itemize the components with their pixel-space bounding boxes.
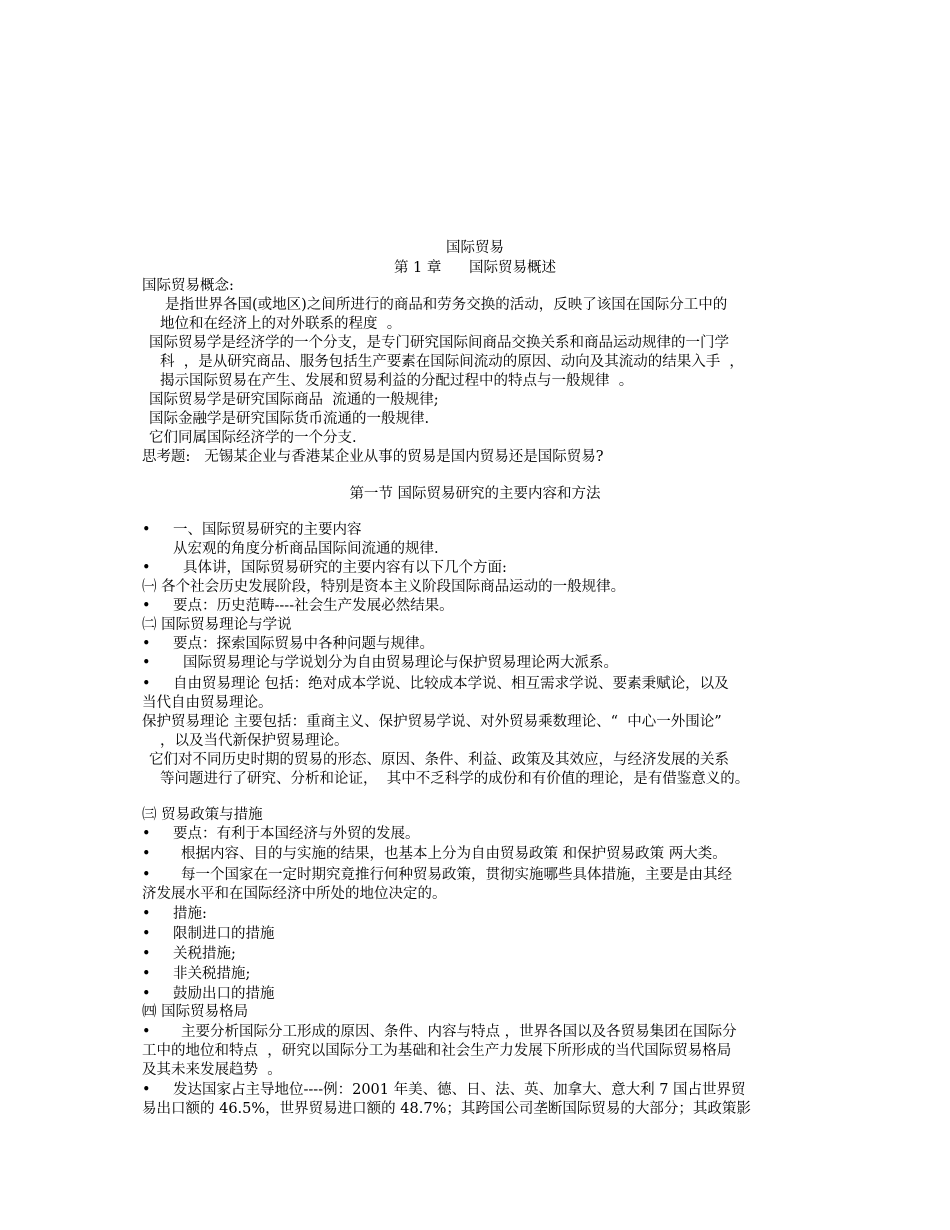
bullet-marker: •	[142, 926, 151, 942]
chapter-heading: 第 1 章 国际贸易概述	[393, 260, 557, 276]
part-2-point-2: 国际贸易理论与学说划分为自由贸易理论与保护贸易理论两大派系。	[183, 655, 618, 671]
bullet-marker: •	[142, 946, 151, 962]
part-4-point-2-line-1: 发达国家占主导地位----例：2001 年美、德、日、法、英、加拿大、意大利 7 国占世界贸	[173, 1082, 746, 1098]
bullet-marker: •	[142, 636, 151, 652]
s1-item-specifics: 具体讲，国际贸易研究的主要内容有以下几个方面:	[183, 560, 507, 576]
part-4-point-1-line-3: 及其未来发展趋势 。	[142, 1062, 282, 1078]
bullet-marker: •	[142, 906, 151, 922]
bullet-marker: •	[142, 966, 151, 982]
part-3-measure-3: 非关税措施;	[173, 966, 251, 982]
s1-item-main-content-sub: 从宏观的角度分析商品国际间流通的规律.	[173, 541, 439, 557]
bullet-marker: •	[142, 1024, 151, 1040]
part-4-point-2-line-2: 易出口额的 46.5%，世界贸易进口额的 48.7%；其跨国公司垄断国际贸易的大部分；其政策影	[142, 1101, 751, 1117]
section-1-title: 第一节 国际贸易研究的主要内容和方法	[349, 486, 601, 502]
part-2-protect-trade-line-1: 保护贸易理论 主要包括：重商主义、保护贸易学说、对外贸易乘数理论、“ 中心一外围论”	[142, 714, 722, 730]
document-title: 国际贸易	[446, 240, 504, 256]
trade-law-line: 国际贸易学是研究国际商品 流通的一般规律;	[149, 392, 439, 408]
bullet-marker: •	[142, 846, 151, 862]
same-branch-line: 它们同属国际经济学的一个分支.	[149, 430, 357, 446]
part-3-measure-4: 鼓励出口的措施	[173, 986, 275, 1002]
bullet-marker: •	[142, 655, 151, 671]
part-2-free-trade-line-2: 当代自由贸易理论。	[142, 695, 273, 711]
think-question: 思考题: 无锡某企业与香港某企业从事的贸易是国内贸易还是国际贸易?	[142, 449, 604, 465]
study-paragraph-line-2: 科 ，是从研究商品、服务包括生产要素在国际间流动的原因、动向及其流动的结果入手 ，	[160, 354, 744, 370]
part-2-free-trade-line-1: 自由贸易理论 包括：绝对成本学说、比较成本学说、相互需求学说、要素秉赋论，以及	[173, 676, 729, 692]
bullet-marker: •	[142, 1082, 151, 1098]
part-4-heading: ㈣ 国际贸易格局	[142, 1004, 249, 1020]
bullet-marker: •	[142, 986, 151, 1002]
part-3-measures-label: 措施:	[173, 906, 207, 922]
part-3-point-3-line-1: 每一个国家在一定时期究竟推行何种贸易政策，贯彻实施哪些具体措施，主要是由其经	[181, 867, 732, 883]
concept-definition-line-2: 地位和在经济上的对外联系的程度 。	[160, 316, 402, 332]
part-3-point-1: 要点：有利于本国经济与外贸的发展。	[173, 826, 420, 842]
part-2-protect-trade-line-2: ，以及当代新保护贸易理论。	[160, 733, 349, 749]
part-2-heading: ㈡ 国际贸易理论与学说	[142, 617, 292, 633]
concept-definition-line-1: 是指世界各国(或地区)之间所进行的商品和劳务交换的活动，反映了该国在国际分工中的	[165, 297, 728, 313]
part-3-measure-2: 关税措施;	[173, 946, 236, 962]
part-3-point-2: 根据内容、目的与实施的结果，也基本上分为自由贸易政策 和保护贸易政策 两大类。	[181, 846, 727, 862]
part-1-heading: ㈠ 各个社会历史发展阶段，特别是资本主义阶段国际商品运动的一般规律。	[142, 579, 626, 595]
bullet-marker: •	[142, 826, 151, 842]
part-3-measure-1: 限制进口的措施	[173, 926, 275, 942]
part-2-summary-line-1: 它们对不同历史时期的贸易的形态、原因、条件、利益、政策及其效应，与经济发展的关系	[149, 752, 729, 768]
study-paragraph-line-1: 国际贸易学是经济学的一个分支，是专门研究国际间商品交换关系和商品运动规律的一门学	[149, 335, 729, 351]
concept-label: 国际贸易概念:	[142, 278, 234, 294]
study-paragraph-line-3: 揭示国际贸易在产生、发展和贸易利益的分配过程中的特点与一般规律 。	[160, 373, 634, 389]
part-2-point-1: 要点：探索国际贸易中各种问题与规律。	[173, 636, 434, 652]
part-4-point-1-line-1: 主要分析国际分工形成的原因、条件、内容与特点 ，世界各国以及各贸易集团在国际分	[181, 1024, 737, 1040]
finance-law-line: 国际金融学是研究国际货币流通的一般规律.	[149, 411, 430, 427]
part-4-point-1-line-2: 工中的地位和特点 ，研究以国际分工为基础和社会生产力发展下所形成的当代国际贸易格局	[142, 1043, 732, 1059]
bullet-marker: •	[142, 598, 151, 614]
s1-item-main-content: 一、国际贸易研究的主要内容	[173, 522, 362, 538]
bullet-marker: •	[142, 867, 151, 883]
part-1-point: 要点：历史范畴----社会生产发展必然结果。	[173, 598, 454, 614]
bullet-marker: •	[142, 676, 151, 692]
bullet-marker: •	[142, 522, 151, 538]
part-3-point-3-line-2: 济发展水平和在国际经济中所处的地位决定的。	[142, 886, 447, 902]
part-3-heading: ㈢ 贸易政策与措施	[142, 807, 263, 823]
part-2-summary-line-2: 等问题进行了研究、分析和论证， 其中不乏科学的成份和有价值的理论，是有借鉴意义的。	[160, 771, 750, 787]
bullet-marker: •	[142, 560, 151, 576]
